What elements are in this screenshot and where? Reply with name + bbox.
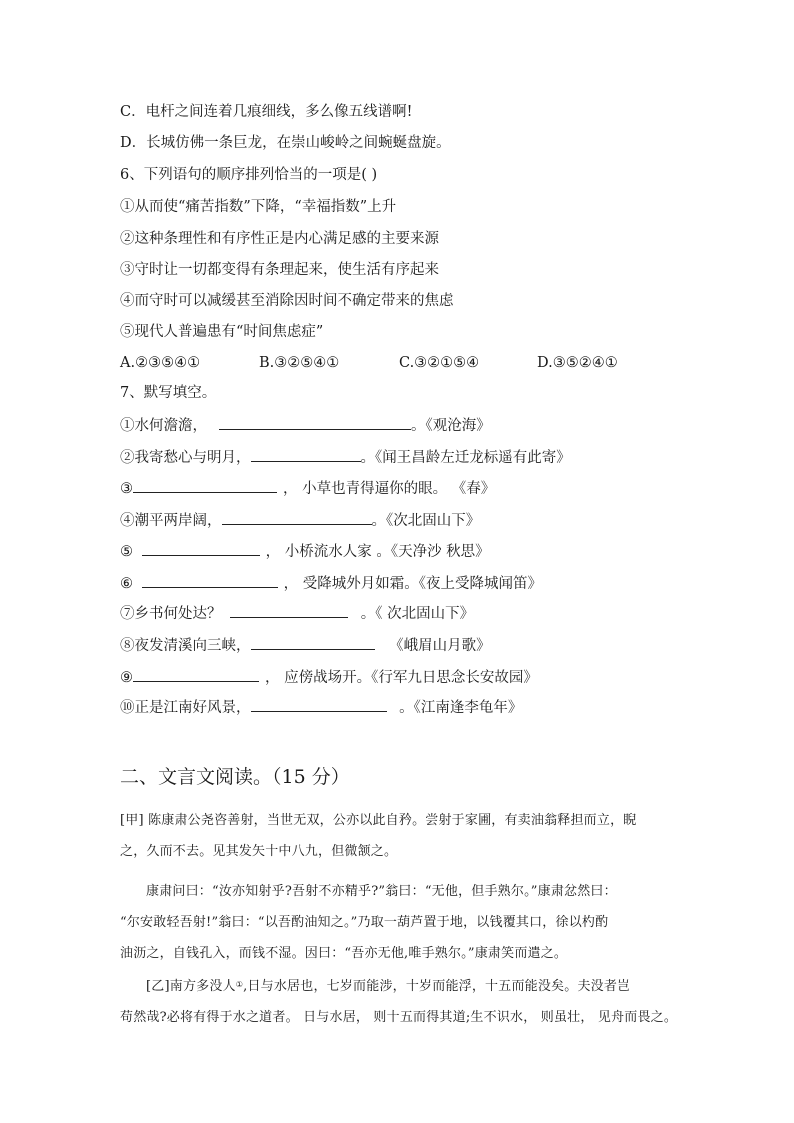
passage-yi-line-1: [120, 969, 680, 1002]
q7-item-9-before: ⑨: [120, 670, 133, 686]
q7-item-2-before: ②我寄愁心与明月，: [120, 450, 251, 466]
q7-item-6-before: ⑥: [120, 576, 138, 592]
q6-sentence-3: ③守时让一切都变得有条理起来，使生活有序起来: [120, 262, 439, 278]
q7-item-1-blank[interactable]: [219, 414, 411, 430]
q7-item-5-blank[interactable]: [142, 540, 260, 556]
q7-item-5-before: ⑤: [120, 544, 138, 560]
q6-sentence-1: ①从而使“痛苦指数”下降，“幸福指数”上升: [120, 199, 397, 215]
q7-item-9-blank[interactable]: [133, 666, 259, 682]
passage-jia-line-1: [甲] 陈康肃公尧咨善射，当世无双，公亦以此自矜。尝射于家圃，有卖油翁释担而立，睨: [120, 813, 637, 828]
q7-item-3-after: ， 小草也青得逼你的眼。 《春》: [283, 481, 496, 497]
q7-stem: 7、默写填空。: [120, 385, 217, 401]
q7-item-7-blank[interactable]: [230, 602, 348, 618]
passage-kang-line-1: 康肃问曰：“汝亦知射乎?吾射不亦精乎?”翁曰：“无他，但手熟尔。”康肃忿然曰：: [146, 884, 617, 899]
q7-item-4-after: 。《次北固山下》: [371, 513, 481, 529]
q7-item-2: [120, 446, 571, 468]
q7-item-3-blank[interactable]: [133, 477, 277, 493]
q7-item-7-after: 。《 次北固山下》: [356, 606, 475, 622]
q6-option-c: C.③②①⑤④: [399, 355, 480, 371]
q7-item-4: [120, 509, 480, 531]
q7-item-7-before: ⑦乡书何处达？: [120, 606, 227, 622]
q6-options: [120, 353, 618, 373]
q7-item-10: [120, 696, 522, 718]
q6-sentence-5: ⑤现代人普遍患有“时间焦虑症”: [120, 324, 324, 340]
footnote-marker: ①: [235, 980, 244, 989]
q7-item-4-before: ④潮平两岸阔，: [120, 513, 222, 529]
passage-kang-line-2: “尔安敢轻吾射!”翁曰：“以吾酌油知之。”乃取一葫芦置于地，以钱覆其口，徐以杓酌: [120, 915, 609, 930]
q7-item-8: [120, 634, 491, 656]
q5-option-c: C．电杆之间连着几痕细线，多么像五线谱啊!: [120, 104, 413, 120]
q7-item-1-before: ①水何澹澹，: [120, 418, 207, 434]
q7-item-4-blank[interactable]: [222, 509, 372, 525]
q6-sentence-4: ④而守时可以减缓甚至消除因时间不确定带来的焦虑: [120, 293, 454, 309]
q6-sentence-2: ②这种条理性和有序性正是内心满足感的主要来源: [120, 231, 439, 247]
q7-item-5-after: ， 小桥流水人家 。《天净沙 秋思》: [265, 544, 490, 560]
q7-item-3-before: ③: [120, 481, 133, 497]
section-2-title: 二、文言文阅读。（15 分）: [120, 766, 350, 788]
passage-kang-line-3: 油沥之，自钱孔入，而钱不湿。因曰：“吾亦无他,唯手熟尔。”康肃笑而遣之。: [120, 946, 568, 961]
q6-stem: 6、下列语句的顺序排列恰当的一项是( ): [120, 167, 378, 183]
q7-item-3: [120, 477, 495, 499]
passage-jia-line-2: 之，久而不去。见其发矢十中八九，但微颔之。: [120, 844, 398, 859]
q6-option-d: D.③⑤②④①: [537, 355, 618, 371]
passage-yi-line-2: 苟然哉?必将有得于水之道者。 日与水居， 则十五而得其道;生不识水， 则虽壮， 见舟而畏之。: [120, 1010, 678, 1025]
q7-item-10-after: 。《江南逢李龟年》: [394, 700, 523, 716]
q7-item-7: [120, 602, 474, 624]
q7-item-6: [120, 572, 542, 594]
q7-item-1-after: 。《观沧海》: [411, 418, 491, 434]
q6-option-b: B.③②⑤④①: [259, 355, 340, 371]
q7-item-5: [120, 540, 490, 562]
q7-item-9: [120, 666, 538, 688]
q7-item-2-blank[interactable]: [251, 446, 361, 462]
passage-yi-text-b: ,日与水居也，七岁而能涉，十岁而能浮，十五而能没矣。夫没者岂: [243, 979, 631, 994]
q7-item-9-after: ， 应傍战场开。《行军九日思念长安故园》: [265, 670, 538, 686]
q7-item-6-after: ， 受降城外月如霜。《夜上受降城闻笛》: [283, 576, 542, 592]
q7-item-8-before: ⑧夜发清溪向三峡，: [120, 638, 251, 654]
q5-option-d: D．长城仿佛一条巨龙，在崇山峻岭之间蜿蜒盘旋。: [120, 135, 451, 151]
q7-item-10-before: ⑩正是江南好风景，: [120, 700, 251, 716]
q7-item-10-blank[interactable]: [251, 696, 387, 712]
q6-option-a: A.②③⑤④①: [120, 355, 201, 371]
q7-item-2-after: 。《闻王昌龄左迁龙标遥有此寄》: [360, 450, 571, 466]
passage-yi-text-a: [乙]南方多没人: [146, 979, 236, 994]
q7-item-1: [120, 414, 491, 436]
q7-item-6-blank[interactable]: [142, 572, 278, 588]
q7-item-8-after: 《峨眉山月歌》: [384, 638, 491, 654]
classical-passage: [120, 805, 680, 1033]
q7-item-8-blank[interactable]: [251, 634, 375, 650]
